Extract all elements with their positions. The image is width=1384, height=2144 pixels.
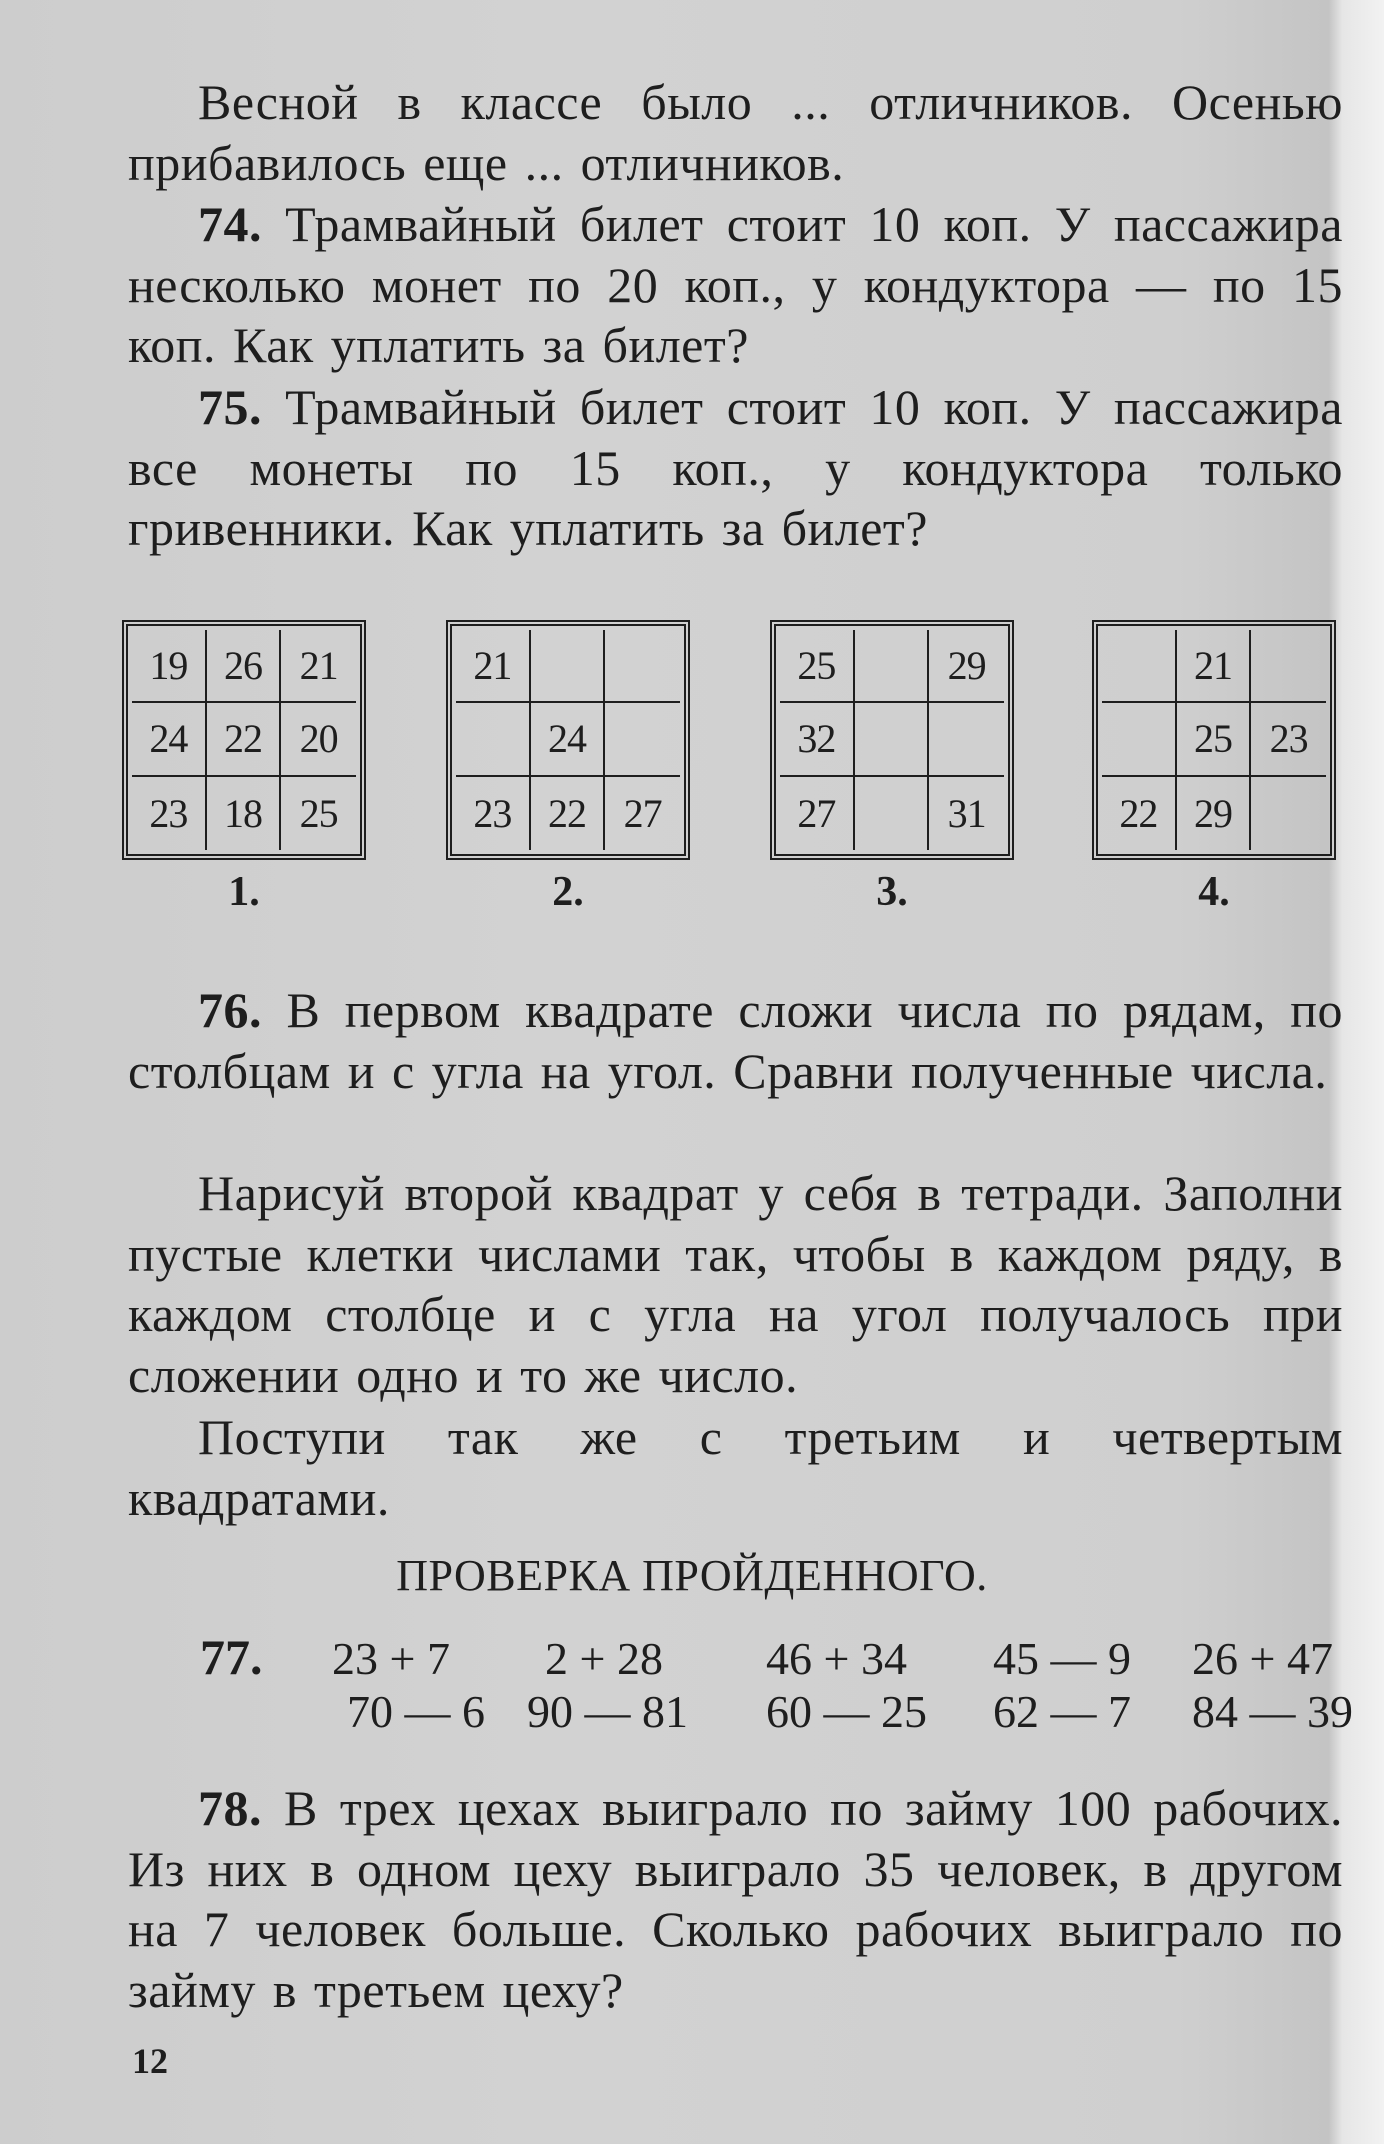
- square-label-3: 3.: [876, 869, 908, 915]
- square-cell: [929, 703, 1004, 776]
- square-cell: 22: [1102, 777, 1177, 850]
- square-cell: 23: [132, 777, 207, 850]
- magic-square-2: [446, 620, 690, 860]
- square-cell: 18: [207, 777, 282, 850]
- magic-squares: [0, 620, 1384, 920]
- square-cell: 32: [780, 703, 855, 776]
- square-cell: 31: [947, 790, 986, 836]
- exercise-77-number: 77.: [200, 1629, 263, 1685]
- problem-75-number: 75.: [198, 379, 262, 435]
- square-cell: 25: [1177, 703, 1252, 776]
- square-cell: 21: [281, 630, 356, 703]
- square-label-4: 4.: [1198, 869, 1230, 915]
- problem-76: [128, 980, 1343, 1101]
- page-number: 12: [132, 2041, 168, 2081]
- paragraph-same-squares-text: Поступи так же с третьим и четвертым квадратами.: [128, 1409, 1343, 1526]
- square-cell: 24: [531, 703, 606, 776]
- problem-74-number: 74.: [198, 196, 262, 252]
- problem-75: [128, 377, 1343, 559]
- paragraph-draw-square-text: Нарисуй второй квадрат у себя в тетради. Заполни пустые клетки числами так, чтобы в каждом ряду, в каждом столбце и с угла на угол получалось при сложении одно и то же число.: [128, 1165, 1343, 1403]
- square-cell: [456, 703, 531, 776]
- square-cell: 27: [780, 777, 855, 850]
- square-cell: [1251, 630, 1326, 703]
- square-cell: 27: [623, 790, 662, 836]
- expression: 90 — 81: [527, 1686, 688, 1737]
- square-cell: [531, 630, 606, 703]
- square-cell: 19: [132, 630, 207, 703]
- paragraph-intro: [128, 72, 1343, 193]
- square-cell: 25: [299, 790, 338, 836]
- problem-76-number: 76.: [198, 982, 262, 1038]
- square-cell: [1102, 630, 1177, 703]
- magic-square-1: [122, 620, 366, 860]
- magic-square-3: [770, 620, 1014, 860]
- problem-75-text: Трамвайный билет стоит 10 коп. У пассажира все монеты по 15 коп., у кондуктора только гривенники. Как уплатить за билет?: [128, 379, 1343, 556]
- problem-78-text: В трех цехах выиграло по займу 100 рабочих. Из них в одном цеху выиграло 35 человек, в другом на 7 человек больше. Сколько рабочих выиграло по займу в третьем цеху?: [128, 1780, 1343, 2018]
- magic-square-4: [1092, 620, 1336, 860]
- square-cell: 22: [207, 703, 282, 776]
- square-cell: 20: [281, 703, 356, 776]
- problem-78-number: 78.: [198, 1780, 262, 1836]
- square-cell: 29: [1177, 777, 1252, 850]
- square-cell: 22: [531, 777, 606, 850]
- paragraph-same-squares: [128, 1407, 1343, 1528]
- expression: 84 — 39: [1192, 1686, 1353, 1737]
- square-cell: [605, 630, 680, 703]
- square-cell: 23: [456, 777, 531, 850]
- expression: 45 — 9: [993, 1633, 1131, 1684]
- problem-74-text: Трамвайный билет стоит 10 коп. У пассажира несколько монет по 20 коп., у кондуктора — по 15 коп. Как уплатить за билет?: [128, 196, 1343, 373]
- square-cell: 21: [456, 630, 531, 703]
- problem-76-text: В первом квадрате сложи числа по рядам, по столбцам и с угла на угол. Сравни полученные числа.: [128, 982, 1343, 1099]
- square-cell: 24: [132, 703, 207, 776]
- square-label-2: 2.: [552, 869, 584, 915]
- square-cell: [605, 703, 680, 776]
- square-cell: [855, 703, 930, 776]
- problem-74: [128, 194, 1343, 376]
- expression: 46 + 34: [766, 1633, 907, 1684]
- paragraph-intro-text: Весной в классе было ... отличников. Осенью прибавилось еще ... отличников.: [128, 74, 1343, 191]
- square-cell: 29: [929, 630, 1004, 703]
- square-cell: [1251, 777, 1326, 850]
- paragraph-draw-square: [128, 1163, 1343, 1405]
- square-cell: 26: [207, 630, 282, 703]
- expression: 2 + 28: [545, 1633, 663, 1684]
- square-cell: [1102, 703, 1177, 776]
- expression: 23 + 7: [332, 1633, 450, 1684]
- expression: 26 + 47: [1192, 1633, 1333, 1684]
- square-cell: 23: [1251, 703, 1326, 776]
- square-label-1: 1.: [228, 869, 260, 915]
- square-cell: 21: [1177, 630, 1252, 703]
- square-cell: 25: [780, 630, 855, 703]
- problem-78: [128, 1778, 1343, 2020]
- expression: 60 — 25: [766, 1686, 927, 1737]
- square-cell: [855, 777, 930, 850]
- section-heading: ПРОВЕРКА ПРОЙДЕННОГО.: [396, 1551, 988, 1600]
- square-cell: [855, 630, 930, 703]
- expression: 70 — 6: [347, 1686, 485, 1737]
- expression: 62 — 7: [993, 1686, 1131, 1737]
